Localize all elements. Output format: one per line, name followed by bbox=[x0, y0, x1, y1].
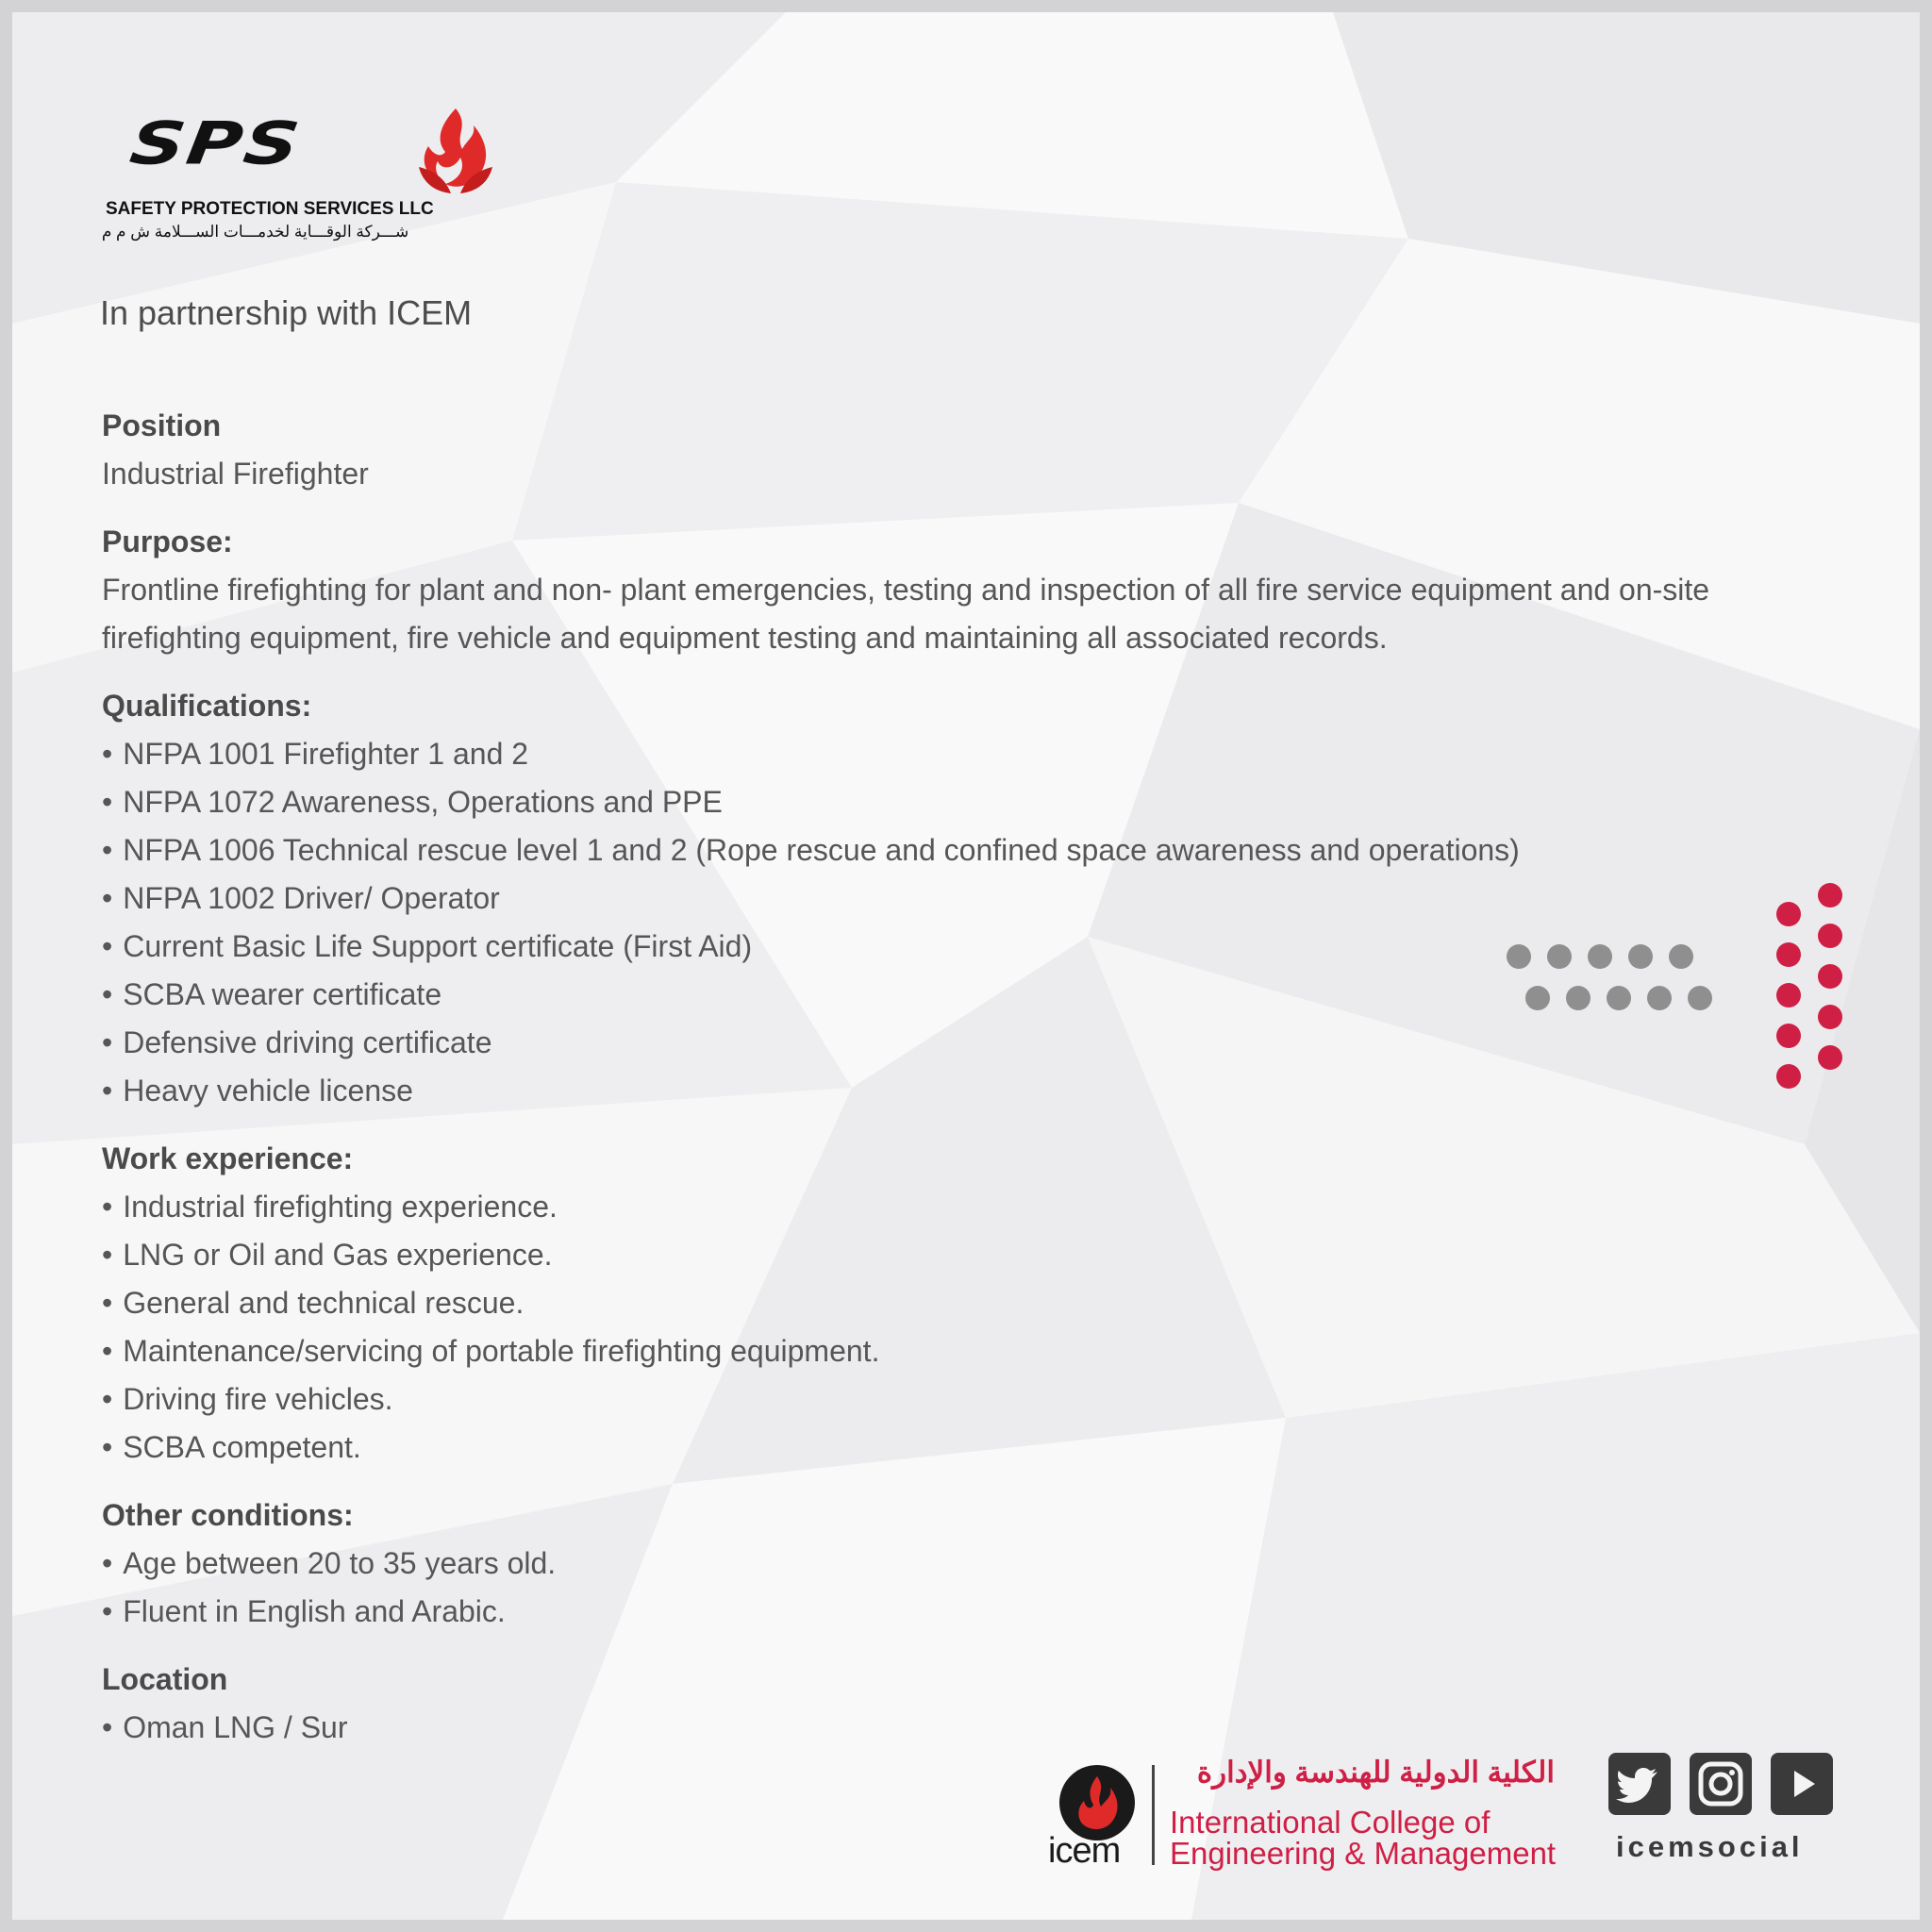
flame-icon bbox=[413, 107, 498, 196]
list-item: • LNG or Oil and Gas experience. bbox=[102, 1231, 1857, 1279]
experience-list bbox=[102, 1183, 1857, 1472]
list-item: • NFPA 1001 Firefighter 1 and 2 bbox=[102, 730, 1857, 778]
icem-logo bbox=[1041, 1748, 1569, 1880]
purpose-text bbox=[102, 566, 1838, 662]
purpose-line: Frontline firefighting for plant and non- plant emergencies, testing and inspection of all fire service equipment and on-site bbox=[102, 573, 1710, 607]
partnership-line: In partnership with ICEM bbox=[100, 293, 473, 332]
sps-logo-text: SPS bbox=[125, 108, 306, 178]
list-item: • Industrial firefighting experience. bbox=[102, 1183, 1857, 1231]
instagram-icon[interactable] bbox=[1690, 1753, 1752, 1815]
conditions-list bbox=[102, 1540, 1857, 1636]
icem-logo-word: icem bbox=[1048, 1831, 1121, 1871]
position-value: Industrial Firefighter bbox=[102, 457, 369, 491]
list-item: • NFPA 1006 Technical rescue level 1 and 2 (Rope rescue and confined space awareness and operations) bbox=[102, 826, 1857, 874]
decorative-dots bbox=[1493, 874, 1871, 1100]
twitter-icon[interactable] bbox=[1608, 1753, 1671, 1815]
list-item: • Oman LNG / Sur bbox=[102, 1704, 1857, 1752]
list-item: • Defensive driving certificate bbox=[102, 1019, 1857, 1067]
company-name-english: SAFETY PROTECTION SERVICES LLC bbox=[106, 199, 434, 219]
icem-name-arabic: الكلية الدولية للهندسة والإدارة bbox=[1196, 1756, 1555, 1789]
list-item: • Fluent in English and Arabic. bbox=[102, 1588, 1857, 1636]
youtube-icon[interactable] bbox=[1771, 1753, 1833, 1815]
company-name-arabic: شـــركة الوقـــاية لخدمـــات الســـلامة ش م م bbox=[101, 223, 409, 241]
purpose-heading: Purpose: bbox=[102, 525, 233, 558]
divider bbox=[1152, 1765, 1155, 1865]
conditions-heading: Other conditions: bbox=[102, 1498, 354, 1532]
list-item: • Heavy vehicle license bbox=[102, 1067, 1857, 1115]
flame-icon bbox=[1059, 1765, 1135, 1840]
location-heading: Location bbox=[102, 1662, 228, 1696]
position-heading: Position bbox=[102, 408, 222, 442]
list-item: • NFPA 1002 Driver/ Operator bbox=[102, 874, 1857, 923]
sps-logo bbox=[92, 107, 498, 258]
icem-emblem-icon bbox=[1059, 1765, 1135, 1840]
list-item: • NFPA 1072 Awareness, Operations and PPE bbox=[102, 778, 1857, 826]
list-item: • General and technical rescue. bbox=[102, 1279, 1857, 1327]
location-list bbox=[102, 1704, 1857, 1752]
list-item: • Age between 20 to 35 years old. bbox=[102, 1540, 1857, 1588]
experience-heading: Work experience: bbox=[102, 1141, 354, 1175]
list-item: • SCBA wearer certificate bbox=[102, 971, 1857, 1019]
social-handle[interactable]: icemsocial bbox=[1616, 1830, 1804, 1863]
icem-name-english-line1: International College of bbox=[1170, 1805, 1491, 1840]
purpose-line: firefighting equipment, fire vehicle and equipment testing and maintaining all associated records. bbox=[102, 621, 1388, 655]
list-item: • SCBA competent. bbox=[102, 1424, 1857, 1472]
list-item: • Maintenance/servicing of portable firefighting equipment. bbox=[102, 1327, 1857, 1375]
social-links bbox=[1608, 1753, 1854, 1885]
qualifications-heading: Qualifications: bbox=[102, 689, 312, 723]
icem-name-english-line2: Engineering & Management bbox=[1170, 1836, 1557, 1871]
list-item: • Driving fire vehicles. bbox=[102, 1375, 1857, 1424]
poster bbox=[12, 12, 1920, 1920]
list-item: • Current Basic Life Support certificate (First Aid) bbox=[102, 923, 1857, 971]
